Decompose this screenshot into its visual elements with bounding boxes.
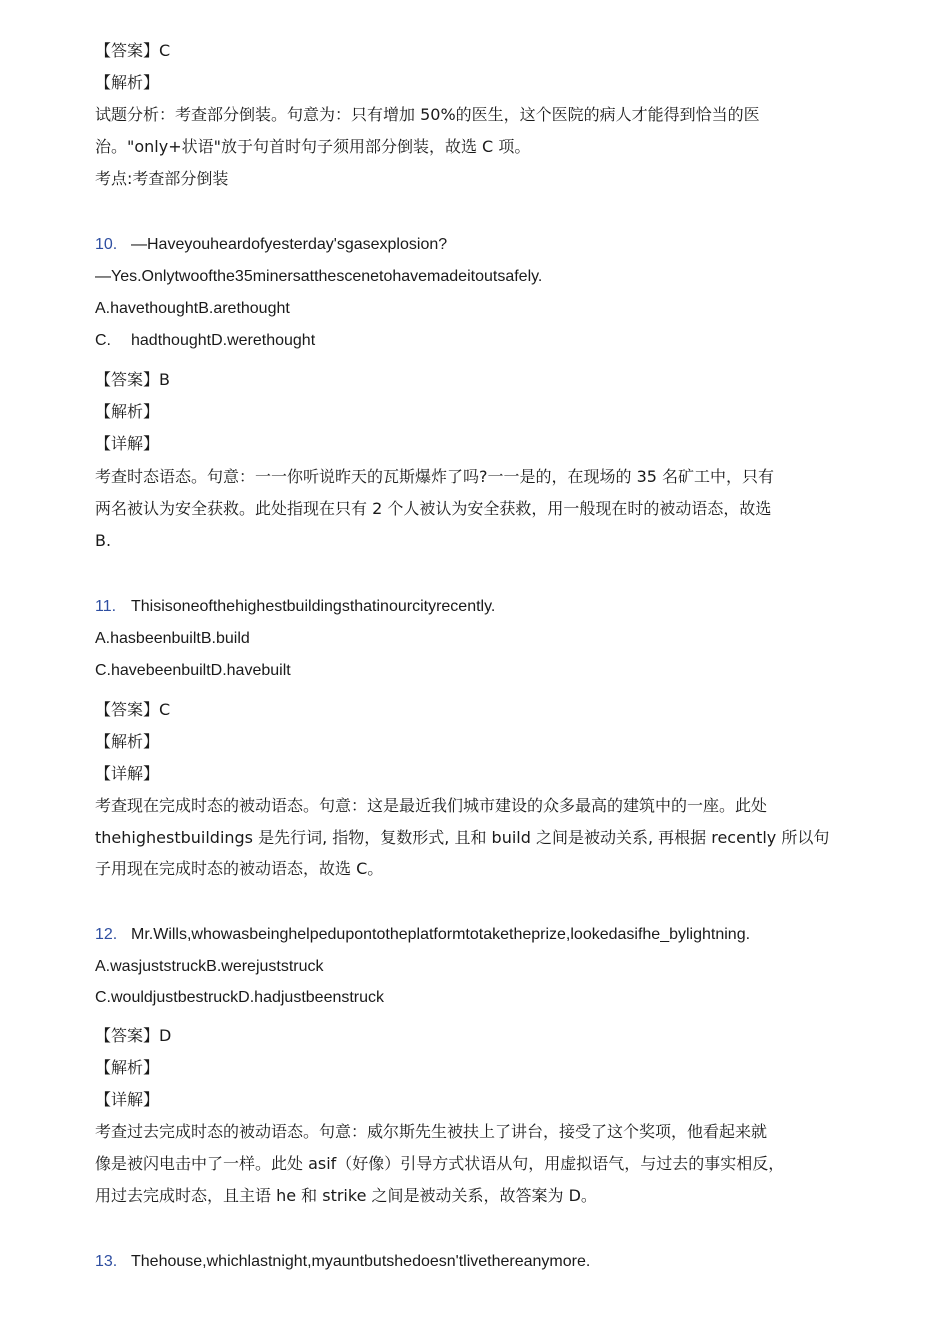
answer-label: 【答案】C <box>95 41 171 60</box>
question-number: 12. <box>95 926 118 943</box>
question-number: 11. <box>95 598 117 615</box>
question-number: 13. <box>95 1253 118 1270</box>
analysis-text: 试题分析：考查部分倒装。句意为：只有增加 50%的医生，这个医院的病人才能得到恰当的医 <box>95 105 760 124</box>
options-cd: C.wouldjustbestruckD.hadjustbeenstruck <box>95 989 385 1006</box>
detail-text: 像是被闪电击中了一样。此处 asif（好像）引导方式状语从句，用虚拟语气，与过去的事实相反， <box>95 1154 785 1173</box>
option-c-text: hadthoughtD.werethought <box>131 332 316 349</box>
options-ab: A.havethoughtB.arethought <box>95 300 290 317</box>
question-text: —Yes.Onlytwoofthe35minersatthescenetohavemadeitoutsafely. <box>95 268 543 285</box>
detail-label: 【详解】 <box>95 764 160 783</box>
question-text: Mr.Wills,whowasbeinghelpedupontotheplatformtotaketheprize,lookedasifhe_bylightning. <box>131 926 751 943</box>
question-text: Thehouse,whichlastnight,myauntbutshedoesn'tlivethereanymore. <box>131 1253 591 1270</box>
question-text: —Haveyouheardofyesterday'sgasexplosion? <box>131 236 448 253</box>
options-ab: A.hasbeenbuiltB.build <box>95 630 250 647</box>
question-text: Thisisoneofthehighestbuildingsthatinourcityrecently. <box>131 598 496 615</box>
detail-text: B. <box>95 531 112 550</box>
detail-text: 考查时态语态。句意：一一你听说昨天的瓦斯爆炸了吗?一一是的，在现场的 35 名矿工中，只有 <box>95 467 775 486</box>
answer-label: 【答案】B <box>95 370 170 389</box>
options-cd: C.havebeenbuiltD.havebuilt <box>95 662 291 679</box>
detail-text: thehighestbuildings 是先行词, 指物，复数形式, 且和 build 之间是被动关系, 再根据 recently 所以句 <box>95 828 830 847</box>
option-c-label: C. <box>95 332 111 349</box>
question-12 <box>95 925 750 945</box>
question-11 <box>95 597 495 617</box>
analysis-label: 【解析】 <box>95 73 160 92</box>
detail-text: 考查过去完成时态的被动语态。句意：威尔斯先生被扶上了讲台，接受了这个奖项，他看起来就 <box>95 1122 768 1141</box>
detail-text: 用过去完成时态，且主语 he 和 strike 之间是被动关系，故答案为 D。 <box>95 1186 597 1205</box>
analysis-text: 治。"only+状语"放于句首时句子须用部分倒装，故选 C 项。 <box>95 137 531 156</box>
detail-label: 【详解】 <box>95 434 160 453</box>
options-ab: A.wasjuststruckB.werejuststruck <box>95 958 324 975</box>
detail-text: 子用现在完成时态的被动语态，故选 C。 <box>95 859 384 878</box>
analysis-label: 【解析】 <box>95 732 160 751</box>
analysis-label: 【解析】 <box>95 402 160 421</box>
options-cd <box>95 331 315 351</box>
answer-label: 【答案】C <box>95 700 171 719</box>
question-13 <box>95 1252 590 1272</box>
answer-label: 【答案】D <box>95 1026 172 1045</box>
analysis-label: 【解析】 <box>95 1058 160 1077</box>
detail-text: 考查现在完成时态的被动语态。句意：这是最近我们城市建设的众多最高的建筑中的一座。此处 <box>95 796 768 815</box>
question-10 <box>95 235 447 255</box>
question-number: 10. <box>95 236 118 253</box>
detail-label: 【详解】 <box>95 1090 160 1109</box>
exam-point: 考点:考查部分倒装 <box>95 169 229 188</box>
detail-text: 两名被认为安全获救。此处指现在只有 2 个人被认为安全获救，用一般现在时的被动语态，故选 <box>95 499 772 518</box>
